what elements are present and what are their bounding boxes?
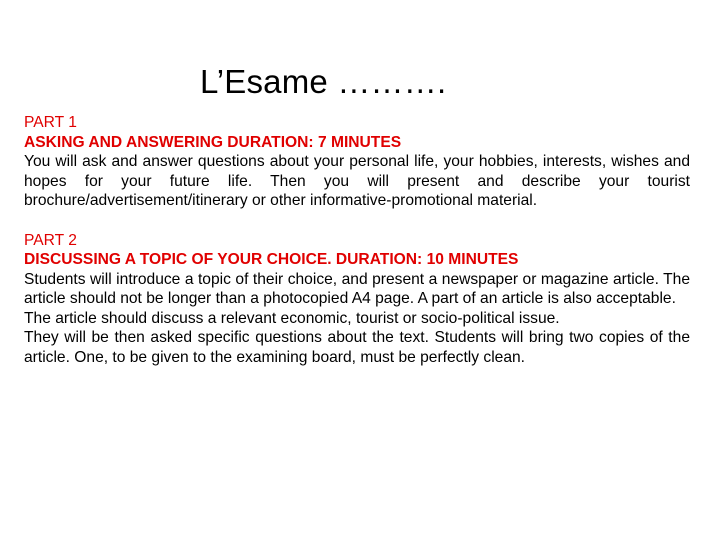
- part-2-heading: DISCUSSING A TOPIC OF YOUR CHOICE. DURATION: 10 MINUTES: [24, 251, 519, 268]
- part-2-paragraph-topic: The article should discuss a relevant economic, tourist or socio-political issue.: [24, 309, 560, 327]
- part-2-paragraph-intro: Students will introduce a topic of their choice, and present a newspaper or magazine article. The article should not be longer than a photocopied A4 page. A part of an article is also acceptable.: [24, 270, 690, 307]
- part-1-heading: ASKING AND ANSWERING DURATION: 7 MINUTES: [24, 133, 402, 151]
- part-1-paragraph: You will ask and answer questions about your personal life, your hobbies, interests, wishes and hopes for your future life. Then you will present and describe your tourist brochure/advertisement/itinerary or other informative-promotional material.: [24, 153, 690, 209]
- part-1-section: [24, 113, 690, 211]
- part-2-label: PART 2: [24, 231, 77, 249]
- part-2-section: [24, 231, 690, 368]
- part-1-label: PART 1: [24, 114, 77, 131]
- slide-title: L’Esame ……….: [200, 63, 447, 100]
- slide-body: [24, 113, 690, 367]
- part-2-paragraph-questions: They will be then asked specific questions about the text. Students will bring two copies of the article. One, to be given to the examining board, must be perfectly clean.: [24, 329, 690, 366]
